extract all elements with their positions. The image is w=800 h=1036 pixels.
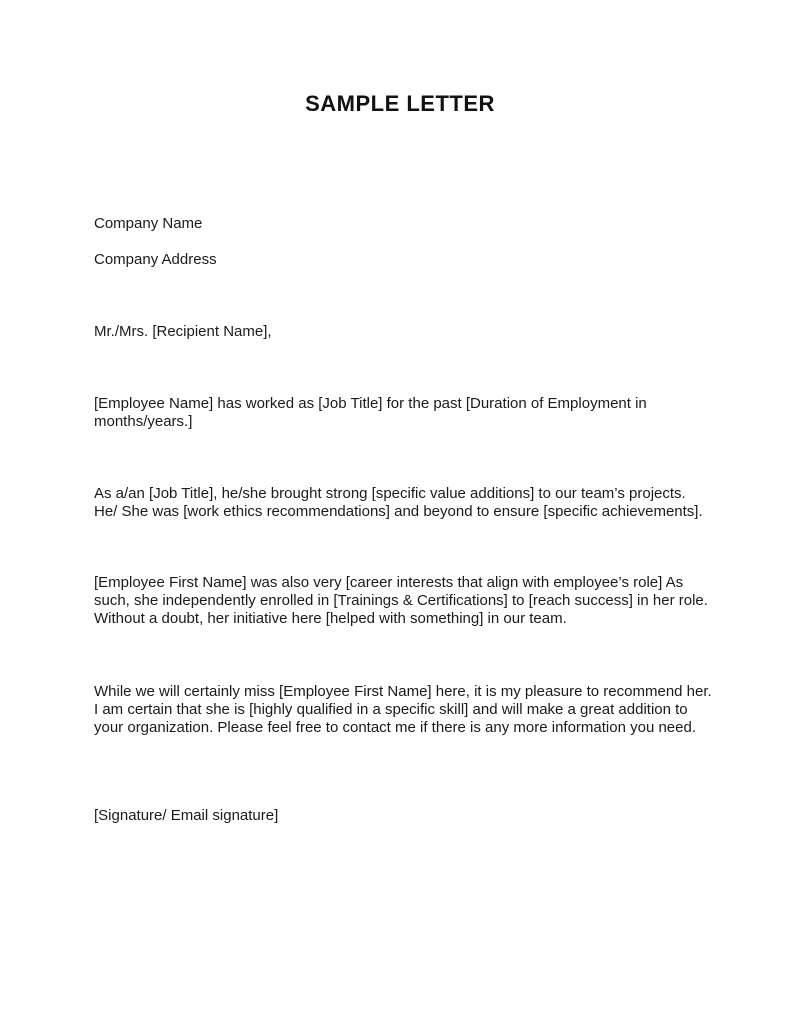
company-name-line: Company Name	[94, 215, 203, 232]
letter-paragraph-initiative: [Employee First Name] was also very [career interests that align with employee’s role] As such, she independently enrolled in [Trainings & Certifications] to [reach success] in her role. Without a doubt, her initiative here [helped with something] in our team.	[94, 574, 708, 627]
page-title: SAMPLE LETTER	[305, 91, 495, 116]
signature-line: [Signature/ Email signature]	[94, 807, 279, 824]
letter-paragraph-recommendation: While we will certainly miss [Employee First Name] here, it is my pleasure to recommend her. I am certain that she is [highly qualified in a specific skill] and will make a great addition to your organization. Please feel free to contact me if there is any more information you need.	[94, 683, 712, 736]
salutation-line: Mr./Mrs. [Recipient Name],	[94, 323, 272, 340]
letter-paragraph-value: As a/an [Job Title], he/she brought strong [specific value additions] to our team’s projects. He/ She was [work ethics recommendations] and beyond to ensure [specific achievements].	[94, 485, 703, 520]
company-address-line: Company Address	[94, 251, 217, 268]
letter-paragraph-employment: [Employee Name] has worked as [Job Title] for the past [Duration of Employment in months/years.]	[94, 395, 647, 430]
